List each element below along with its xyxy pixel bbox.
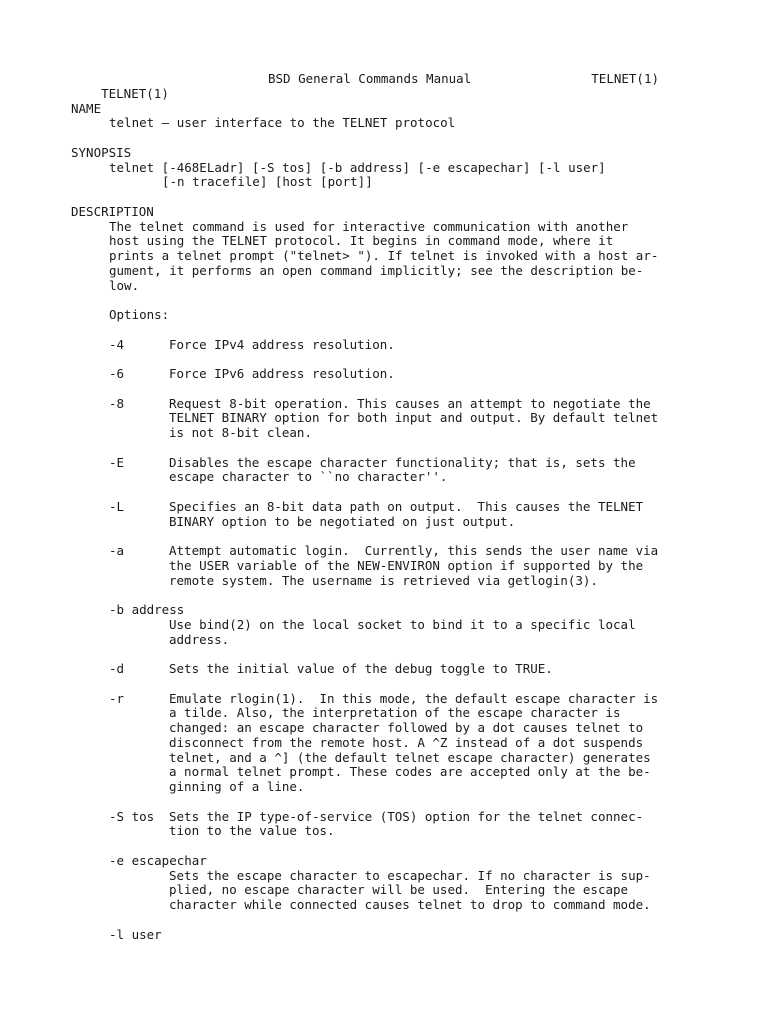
option-desc-line: telnet, and a ^] (the default telnet escape character) generates (169, 749, 651, 765)
option-desc-line: a tilde. Also, the interpretation of the escape character is (169, 705, 621, 721)
page-header (71, 71, 671, 101)
option-flag: -4 (109, 336, 125, 352)
option-8 (71, 397, 671, 441)
option-desc-line: address. (169, 631, 230, 647)
option-6 (71, 367, 671, 382)
option-desc-line: plied, no escape character will be used. Entering the escape (169, 882, 629, 898)
description-line: low. (109, 277, 140, 293)
option-desc-line: the USER variable of the NEW-ENVIRON option if supported by the (169, 557, 644, 573)
option-flag: -e escapechar (109, 852, 207, 868)
name-heading: NAME (71, 100, 102, 116)
option-E (71, 456, 671, 486)
description-line: The telnet command is used for interactive communication with another (109, 218, 629, 234)
option-d (71, 662, 671, 677)
option-desc-line: Specifies an 8-bit data path on output. This causes the TELNET (169, 498, 644, 514)
man-page (71, 72, 671, 942)
option-desc-line: Attempt automatic login. Currently, this sends the user name via (169, 543, 659, 558)
option-desc-line: changed: an escape character followed by a dot causes telnet to (169, 720, 644, 735)
option-flag: -r (109, 690, 125, 706)
option-L (71, 500, 671, 530)
name-text: telnet — user interface to the TELNET protocol (109, 115, 456, 131)
option-a (71, 544, 671, 588)
option-desc-line: Sets the initial value of the debug toggle to TRUE. (169, 661, 553, 676)
synopsis-line-1: telnet [-468ELadr] [-S tos] [-b address] [-e escapechar] [-l user] (109, 159, 606, 175)
option-desc-line: Disables the escape character functionality; that is, sets the (169, 454, 636, 470)
option-flag: -8 (109, 395, 125, 411)
option-desc-line: character while connected causes telnet to drop to command mode. (169, 897, 651, 912)
option-r (71, 692, 671, 795)
description-heading: DESCRIPTION (71, 203, 154, 219)
option-b (71, 603, 671, 647)
option-desc-line: remote system. The username is retrieved via getlogin(3). (169, 572, 598, 588)
option-desc-line: is not 8-bit clean. (169, 425, 312, 440)
option-desc-line: Sets the escape character to escapechar. If no character is sup- (169, 867, 651, 883)
option-flag: -a (109, 543, 125, 558)
option-desc-line: escape character to ``no character''. (169, 469, 448, 485)
description-line: prints a telnet prompt ("telnet> "). If telnet is invoked with a host ar- (109, 248, 659, 263)
option-flag: -S tos (109, 808, 155, 824)
option-desc-line: TELNET BINARY option for both input and output. By default telnet (169, 410, 659, 426)
option-desc-line: a normal telnet prompt. These codes are accepted only at the be- (169, 764, 651, 780)
option-l (71, 928, 671, 943)
options-label: Options: (109, 307, 170, 322)
option-desc-line: Force IPv4 address resolution. (169, 336, 395, 352)
option-desc-line: Use bind(2) on the local socket to bind it to a specific local (169, 616, 636, 632)
option-4 (71, 338, 671, 353)
option-desc-line: tion to the value tos. (169, 823, 335, 839)
option-S (71, 810, 671, 840)
header-center: BSD General Commands Manual (268, 71, 472, 86)
option-flag: -L (109, 498, 125, 514)
header-right: TELNET(1) (591, 71, 659, 86)
description-line: gument, it performs an open command implicitly; see the description be- (109, 262, 644, 278)
option-e (71, 854, 671, 913)
option-desc-line: Emulate rlogin(1). In this mode, the default escape character is (169, 690, 659, 706)
option-desc-line: ginning of a line. (169, 779, 305, 794)
option-flag: -E (109, 454, 125, 470)
option-flag: -d (109, 661, 125, 676)
option-desc-line: disconnect from the remote host. A ^Z instead of a dot suspends (169, 734, 644, 750)
option-flag: -l user (109, 926, 162, 942)
header-left: TELNET(1) (101, 85, 169, 101)
synopsis-line-2: [-n tracefile] [host [port]] (162, 174, 373, 190)
option-desc-line: Force IPv6 address resolution. (169, 366, 395, 381)
option-flag: -b address (109, 602, 185, 617)
option-desc-line: Request 8-bit operation. This causes an attempt to negotiate the (169, 395, 651, 411)
option-desc-line: BINARY option to be negotiated on just output. (169, 513, 516, 529)
option-flag: -6 (109, 366, 125, 381)
option-desc-line: Sets the IP type-of-service (TOS) option for the telnet connec- (169, 808, 644, 824)
description-line: host using the TELNET protocol. It begins in command mode, where it (109, 233, 614, 249)
synopsis-heading: SYNOPSIS (71, 144, 132, 160)
